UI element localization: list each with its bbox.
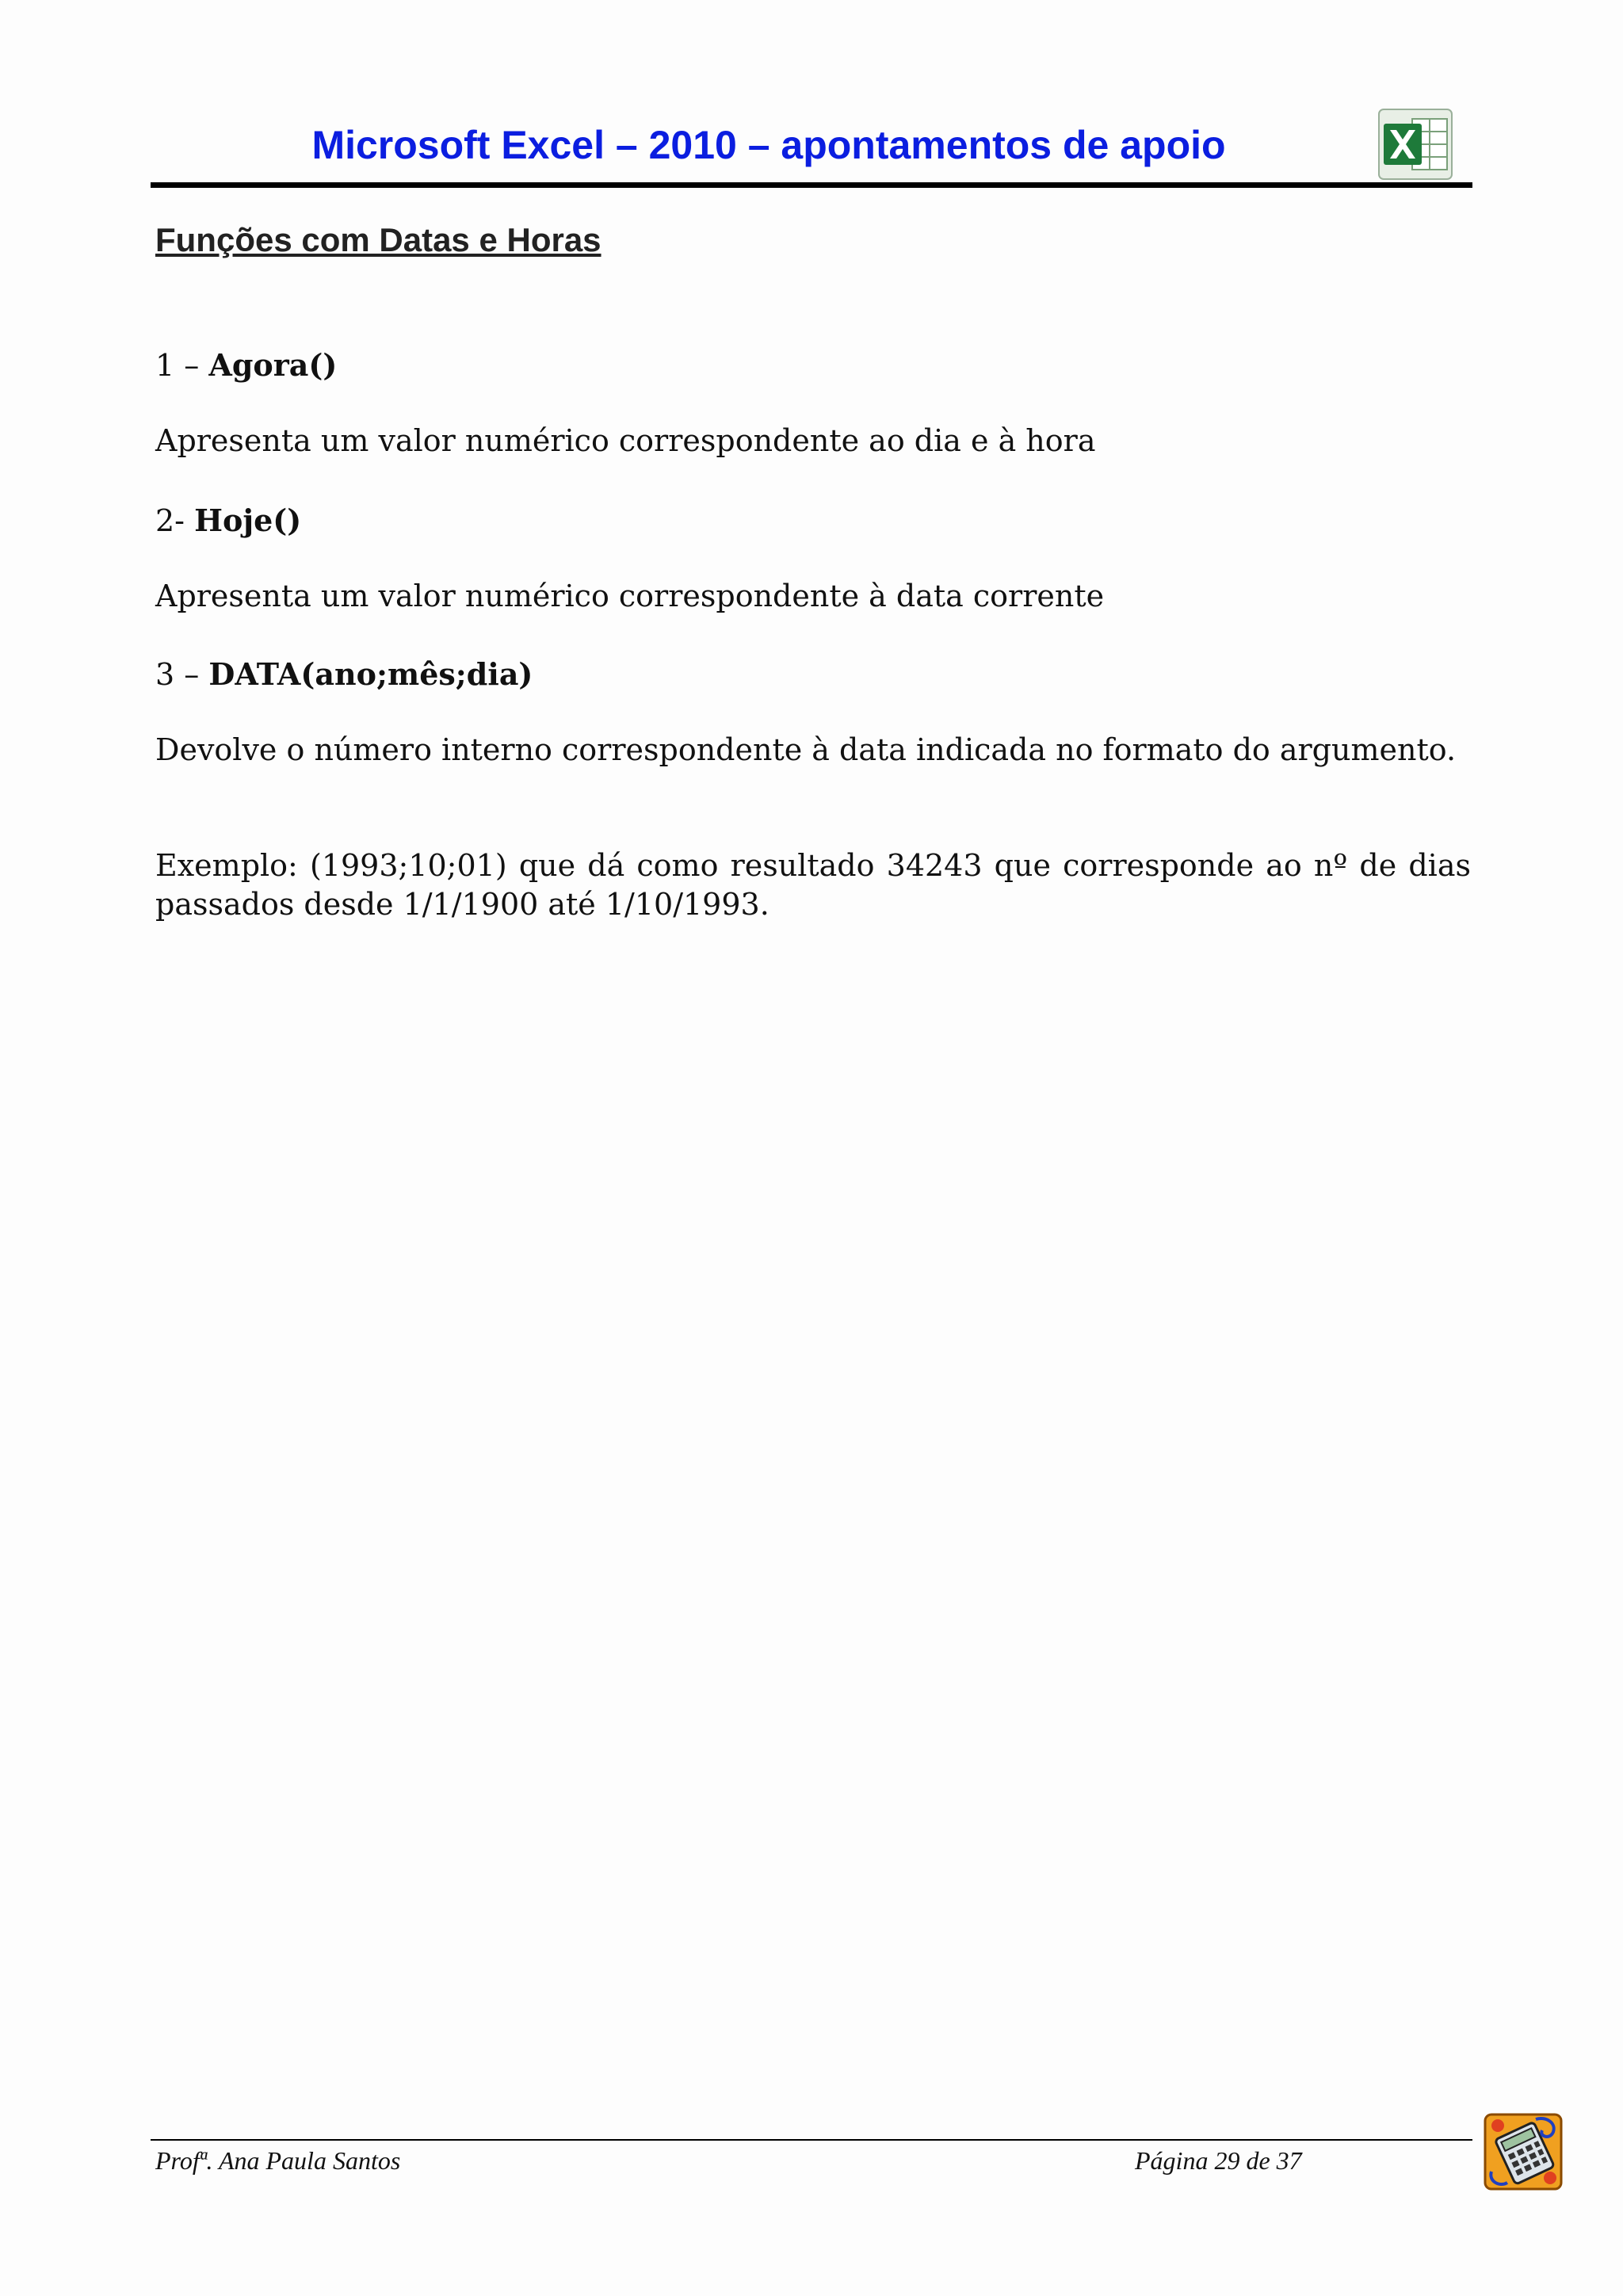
function-heading-hoje — [155, 501, 301, 541]
function-description: Devolve o número interno correspondente à data indicada no formato do argumento. — [155, 732, 1457, 767]
function-heading-data — [155, 655, 533, 694]
footer-page-number: Página 29 de 37 — [1135, 2146, 1302, 2175]
footer-divider — [151, 2139, 1472, 2141]
function-heading-agora — [155, 346, 337, 385]
header-divider — [151, 182, 1472, 188]
function-description: Apresenta um valor numérico correspondente ao dia e à hora — [155, 423, 1096, 458]
function-number: 2- — [155, 503, 185, 538]
function-description: Apresenta um valor numérico correspondente à data corrente — [155, 579, 1105, 613]
calculator-clipart-icon — [1480, 2108, 1568, 2195]
function-number: 3 – — [155, 657, 200, 692]
footer-author: Profª. Ana Paula Santos — [155, 2146, 401, 2175]
function-name: Hoje() — [194, 502, 302, 538]
section-title: Funções com Datas e Horas — [155, 221, 601, 258]
function-number: 1 – — [155, 348, 200, 383]
function-example: Exemplo: (1993;10;01) que dá como resultado 34243 que corresponde ao nº de dias passados desde 1/1/1900 até 1/10/1993. — [155, 848, 1471, 922]
function-name: Agora() — [208, 347, 338, 383]
function-name: DATA(ano;mês;dia) — [208, 656, 533, 692]
document-header-title: Microsoft Excel – 2010 – apontamentos de apoio — [311, 123, 1226, 167]
excel-logo-icon — [1377, 108, 1453, 181]
